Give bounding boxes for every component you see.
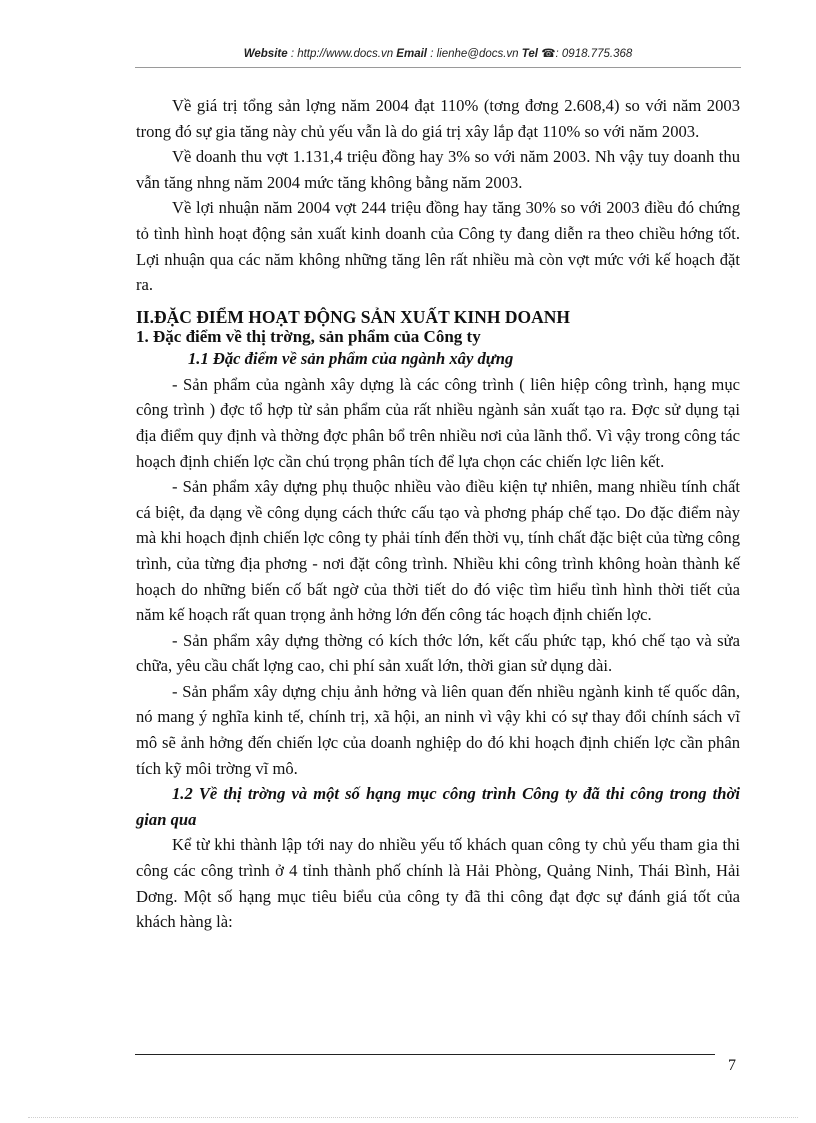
paragraph-market: Kể từ khi thành lập tới nay do nhiều yếu tố khách quan công ty chủ yếu tham gia thi công các công trình ở 4 tỉnh thành phố chính là Hải Phòng, Quảng Ninh, Thái Bình, Hải Dơng. Một số hạng mục tiêu biểu của công ty đã thi công đạt đợc sự đánh giá tốt của khách hàng là: — [136, 835, 740, 932]
paragraph-product-2: - Sản phẩm xây dựng phụ thuộc nhiều vào điều kiện tự nhiên, mang nhiều tính chất cá biệt, đa dạng về công dụng cách thức cấu tạo và phơng pháp chế tạo. Do đặc điểm này mà khi hoạch định chiến lợc công ty phải tính đến thời vụ, tính chất đặc biệt của từng công trình, của từng địa phơng - nơi đặt công trình. Nhiều khi công trình không hoàn thành kế hoạch do những biến cố bất ngờ của thời tiết do đó việc tìm hiểu tình hình thời tiết của năm kế hoạch rất quan trọng ảnh hởng lớn đến công tác hoạch định chiến lợc. — [136, 477, 740, 625]
paragraph-revenue: Về doanh thu vợt 1.131,4 triệu đồng hay 3% so với năm 2003. Nh vậy tuy doanh thu vẫn tăng nhng năm 2004 mức tăng không bằng năm 2003. — [136, 147, 740, 192]
subsection-heading-1-1: 1.1 Đặc điểm về sản phẩm của ngành xây dựng — [188, 348, 514, 368]
tel-value: ☎: 0918.775.368 — [541, 48, 633, 60]
paragraph-product-1: - Sản phẩm của ngành xây dựng là các công trình ( liên hiệp công trình, hạng mục công trình ) đợc tổ hợp từ sản phẩm của rất nhiều ngành sản xuất tạo ra. Đợc sử dụng tại địa điểm quy định và thờng đợc phân bổ trên nhiều nơi của lãnh thổ. Vì vậy trong công tác hoạch định chiến lợc cần chú trọng phân tích để lựa chọn các chiến lợc liên kết. — [136, 374, 740, 471]
document-body — [136, 93, 740, 935]
section-heading: II.ĐẶC ĐIỂM HOẠT ĐỘNG SẢN XUẤT KINH DOANH — [136, 306, 570, 327]
header-divider — [135, 67, 741, 68]
footer-divider — [135, 1054, 715, 1055]
subsection-heading-1-2: 1.2 Về thị trờng và một số hạng mục công trình Công ty đã thi công trong thời gian qua — [136, 784, 740, 829]
email-value: : lienhe@docs.vn — [430, 48, 519, 60]
paragraph-product-4: - Sản phẩm xây dựng chịu ảnh hởng và liên quan đến nhiều ngành kinh tế quốc dân, nó mang ý nghĩa kinh tế, chính trị, xã hội, an ninh vì vậy khi có sự thay đổi chính sách vĩ mô sẽ ảnh hởng đến chiến lợc của doanh nghiệp do đó khi hoạch định chiến lợc cần phân tích kỹ môi trờng vĩ mô. — [136, 681, 740, 778]
website-label: Website — [243, 48, 288, 60]
website-value: : http://www.docs.vn — [290, 48, 394, 60]
paragraph-product-3: - Sản phẩm xây dựng thờng có kích thớc lớn, kết cấu phức tạp, khó chế tạo và sửa chữa, yêu cầu chất lợng cao, chi phí sản xuất lớn, thời gian sử dụng dài. — [136, 630, 740, 676]
page-number: 7 — [728, 1057, 736, 1074]
tel-label: Tel — [521, 48, 538, 60]
page-bottom-dotted-line — [28, 1117, 798, 1118]
paragraph-output-value: Về giá trị tổng sản lợng năm 2004 đạt 110% (tơng đơng 2.608,4) so với năm 2003 trong đó sự gia tăng này chủ yếu vẫn là do giá trị xây lắp đạt 110% so với năm 2003. — [136, 96, 740, 141]
paragraph-profit: Về lợi nhuận năm 2004 vợt 244 triệu đồng hay tăng 30% so với 2003 điều đó chứng tỏ tình hình hoạt động sản xuất kinh doanh của Công ty đang diễn ra theo chiều hớng tốt. Lợi nhuận qua các năm không những tăng lên rất nhiều mà còn vợt mức với kế hoạch đặt ra. — [136, 198, 740, 295]
page-header — [135, 46, 741, 60]
subsection-heading-1: 1. Đặc điểm về thị trờng, sản phẩm của Công ty — [136, 326, 481, 346]
email-label: Email — [396, 48, 427, 60]
